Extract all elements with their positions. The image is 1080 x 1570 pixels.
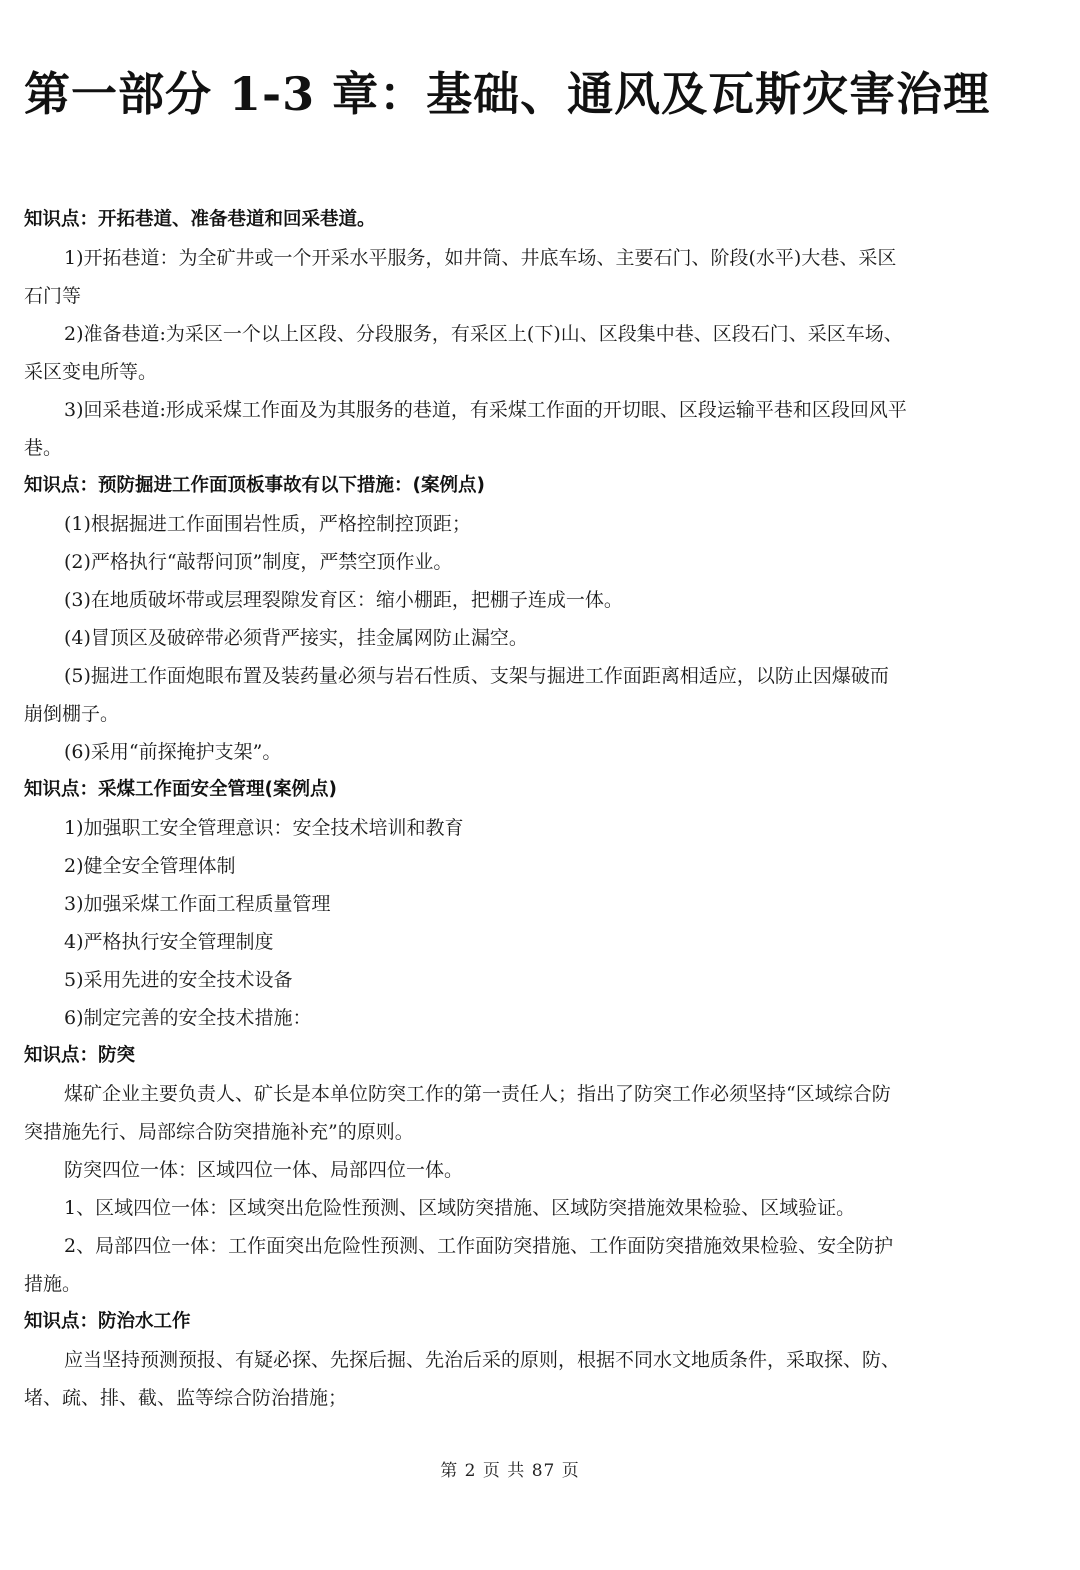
paragraph-line: (1)根据掘进工作面围岩性质，严格控制控顶距； (64, 513, 471, 535)
paragraph-line: (4)冒顶区及破碎带必须背严接实，挂金属网防止漏空。 (64, 627, 528, 649)
paragraph-line: 煤矿企业主要负责人、矿长是本单位防突工作的第一责任人；指出了防突工作必须坚持“区域综合防 (64, 1083, 891, 1105)
paragraph-line: 3)回采巷道:形成采煤工作面及为其服务的巷道，有采煤工作面的开切眼、区段运输平巷和区段回风平 (64, 399, 907, 421)
paragraph-line: 措施。 (24, 1273, 82, 1295)
paragraph-line: (5)掘进工作面炮眼布置及装药量必须与岩石性质、支架与掘进工作面距离相适应，以防止因爆破而 (64, 665, 889, 687)
paragraph-line: 防突四位一体：区域四位一体、局部四位一体。 (64, 1159, 464, 1181)
page-title: 第一部分 1-3 章：基础、通风及瓦斯灾害治理 (24, 67, 991, 121)
section-heading: 知识点：防治水工作 (24, 1311, 191, 1332)
paragraph-line: 巷。 (24, 437, 63, 459)
paragraph-line: 突措施先行、局部综合防突措施补充”的原则。 (24, 1121, 414, 1143)
paragraph-line: 应当坚持预测预报、有疑必探、先探后掘、先治后采的原则，根据不同水文地质条件，采取探、防、 (64, 1349, 901, 1371)
paragraph-line: 5)采用先进的安全技术设备 (64, 969, 293, 991)
paragraph-line: (3)在地质破坏带或层理裂隙发育区：缩小棚距，把棚子连成一体。 (64, 589, 623, 611)
paragraph-line: 4)严格执行安全管理制度 (64, 931, 274, 953)
paragraph-line: 2)健全安全管理体制 (64, 855, 236, 877)
paragraph-line: 1)加强职工安全管理意识：安全技术培训和教育 (64, 817, 464, 839)
paragraph-line: (2)严格执行“敲帮问顶”制度，严禁空顶作业。 (64, 551, 453, 573)
paragraph-line: 6)制定完善的安全技术措施： (64, 1007, 312, 1029)
page-number: 第 2 页 共 87 页 (440, 1461, 580, 1481)
paragraph-line: (6)采用“前探掩护支架”。 (64, 741, 282, 763)
paragraph-line: 崩倒棚子。 (24, 703, 120, 725)
paragraph-line: 2、局部四位一体：工作面突出危险性预测、工作面防突措施、工作面防突措施效果检验、安全防护 (64, 1235, 894, 1257)
paragraph-line: 采区变电所等。 (24, 361, 158, 383)
section-heading: 知识点：采煤工作面安全管理(案例点) (24, 779, 337, 800)
paragraph-line: 堵、疏、排、截、监等综合防治措施； (24, 1387, 348, 1409)
paragraph-line: 石门等 (24, 285, 82, 307)
paragraph-line: 3)加强采煤工作面工程质量管理 (64, 893, 331, 915)
section-heading: 知识点：预防掘进工作面顶板事故有以下措施：(案例点) (24, 475, 485, 496)
document-body (24, 201, 1054, 1417)
paragraph-line: 1、区域四位一体：区域突出危险性预测、区域防突措施、区域防突措施效果检验、区域验证。 (64, 1197, 856, 1219)
section-heading: 知识点：防突 (24, 1045, 136, 1066)
paragraph-line: 2)准备巷道:为采区一个以上区段、分段服务，有采区上(下)山、区段集中巷、区段石门、采区车场、 (64, 323, 903, 345)
paragraph-line: 1)开拓巷道：为全矿井或一个开采水平服务，如井筒、井底车场、主要石门、阶段(水平)大巷、采区 (64, 247, 897, 269)
section-heading: 知识点：开拓巷道、准备巷道和回采巷道。 (24, 209, 376, 230)
